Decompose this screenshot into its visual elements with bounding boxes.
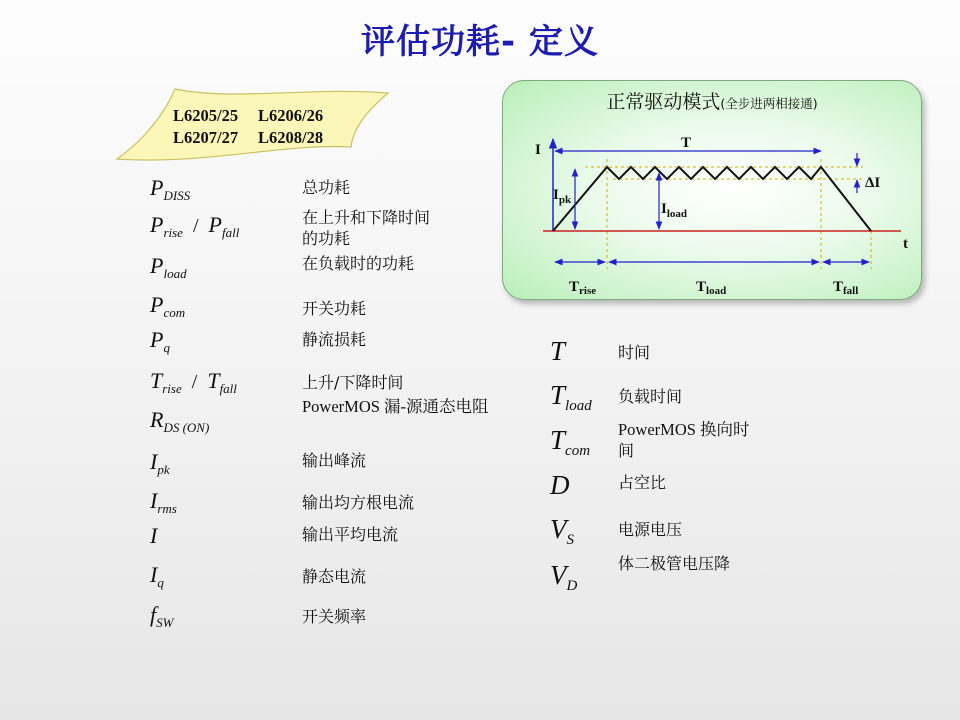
definition-text: 电源电压 xyxy=(618,520,683,539)
definition-text: 输出峰流 xyxy=(302,451,367,470)
symbol-i-q: $I_q$ xyxy=(150,562,164,590)
time-axis-label: t xyxy=(903,236,908,252)
definition-text: 占空比 xyxy=(618,473,667,492)
period-label: T xyxy=(681,135,692,151)
ripple-label: ΔI xyxy=(865,175,881,191)
part-number: L6205/25 xyxy=(173,106,239,125)
definition-text: 开关功耗 xyxy=(302,299,367,318)
symbol-i-pk: $I_{pk}$ xyxy=(150,449,170,477)
symbol-d: D xyxy=(550,470,570,500)
load-current-label: $I_{load}$ xyxy=(661,201,688,220)
symbol-p-diss: $P_{DISS}$ xyxy=(150,175,191,203)
rise-time-label: $T_{rise}$ xyxy=(569,279,597,297)
peak-current-label: $I_{pk}$ xyxy=(553,187,572,206)
symbol-f-sw: $f_{SW}$ xyxy=(150,602,174,630)
page-title: 评估功耗- 定义 xyxy=(361,22,599,62)
symbol-p-com: $P_{com}$ xyxy=(150,292,186,320)
definition-text: 开关频率 xyxy=(302,607,367,626)
diagram-title: 正常驱动模式(全步进两相接通) xyxy=(606,91,818,113)
definition-text: 时间 xyxy=(618,343,651,362)
part-number-list xyxy=(173,105,343,149)
definition-text: 静流损耗 xyxy=(302,330,367,349)
symbol-t-rise-fall: $T_{rise} / T_{fall}$ xyxy=(150,368,237,396)
symbol-i-avg: I xyxy=(150,523,158,548)
definition-text: 负载时间 xyxy=(618,387,683,406)
symbol-r-ds-on: $R_{DS (ON)}$ xyxy=(150,407,210,435)
definition-text: 上升/下降时间 xyxy=(302,373,404,392)
current-axis-label: I xyxy=(535,142,541,158)
current-waveform-diagram xyxy=(503,81,921,299)
part-number: L6207/27 xyxy=(173,128,239,147)
symbol-i-rms: $I_{rms}$ xyxy=(150,488,177,516)
part-number: L6206/26 xyxy=(258,106,324,125)
fall-time-label: $T_{fall}$ xyxy=(833,279,859,297)
symbol-p-load: $P_{load}$ xyxy=(150,253,187,281)
definition-text: 总功耗 xyxy=(302,178,351,197)
part-number: L6208/28 xyxy=(258,128,324,147)
definition-text: PowerMOS 漏-源通态电阻 xyxy=(302,397,489,416)
symbol-t-load: $T_{load}$ xyxy=(550,380,592,414)
symbol-v-s: $V_S$ xyxy=(550,514,574,548)
definition-text: 体二极管电压降 xyxy=(618,554,731,573)
symbol-p-q: $P_q$ xyxy=(150,327,170,355)
symbol-p-rise-fall: $P_{rise} / P_{fall}$ xyxy=(150,212,240,240)
drive-mode-diagram xyxy=(502,80,922,300)
symbol-v-d: $V_D$ xyxy=(550,560,578,594)
current-waveform xyxy=(553,167,871,231)
symbol-t: T xyxy=(550,336,566,366)
definition-text: 输出均方根电流 xyxy=(302,493,415,512)
definition-text: 静态电流 xyxy=(302,567,367,586)
symbol-t-com: $T_{com}$ xyxy=(550,425,591,459)
definition-text: PowerMOS 换向时 间 xyxy=(618,420,750,460)
load-time-label: $T_{load}$ xyxy=(696,279,727,297)
definition-text: 在上升和下降时间 的功耗 xyxy=(302,208,431,248)
definition-text: 在负载时的功耗 xyxy=(302,254,415,273)
definition-text: 输出平均电流 xyxy=(302,525,399,544)
